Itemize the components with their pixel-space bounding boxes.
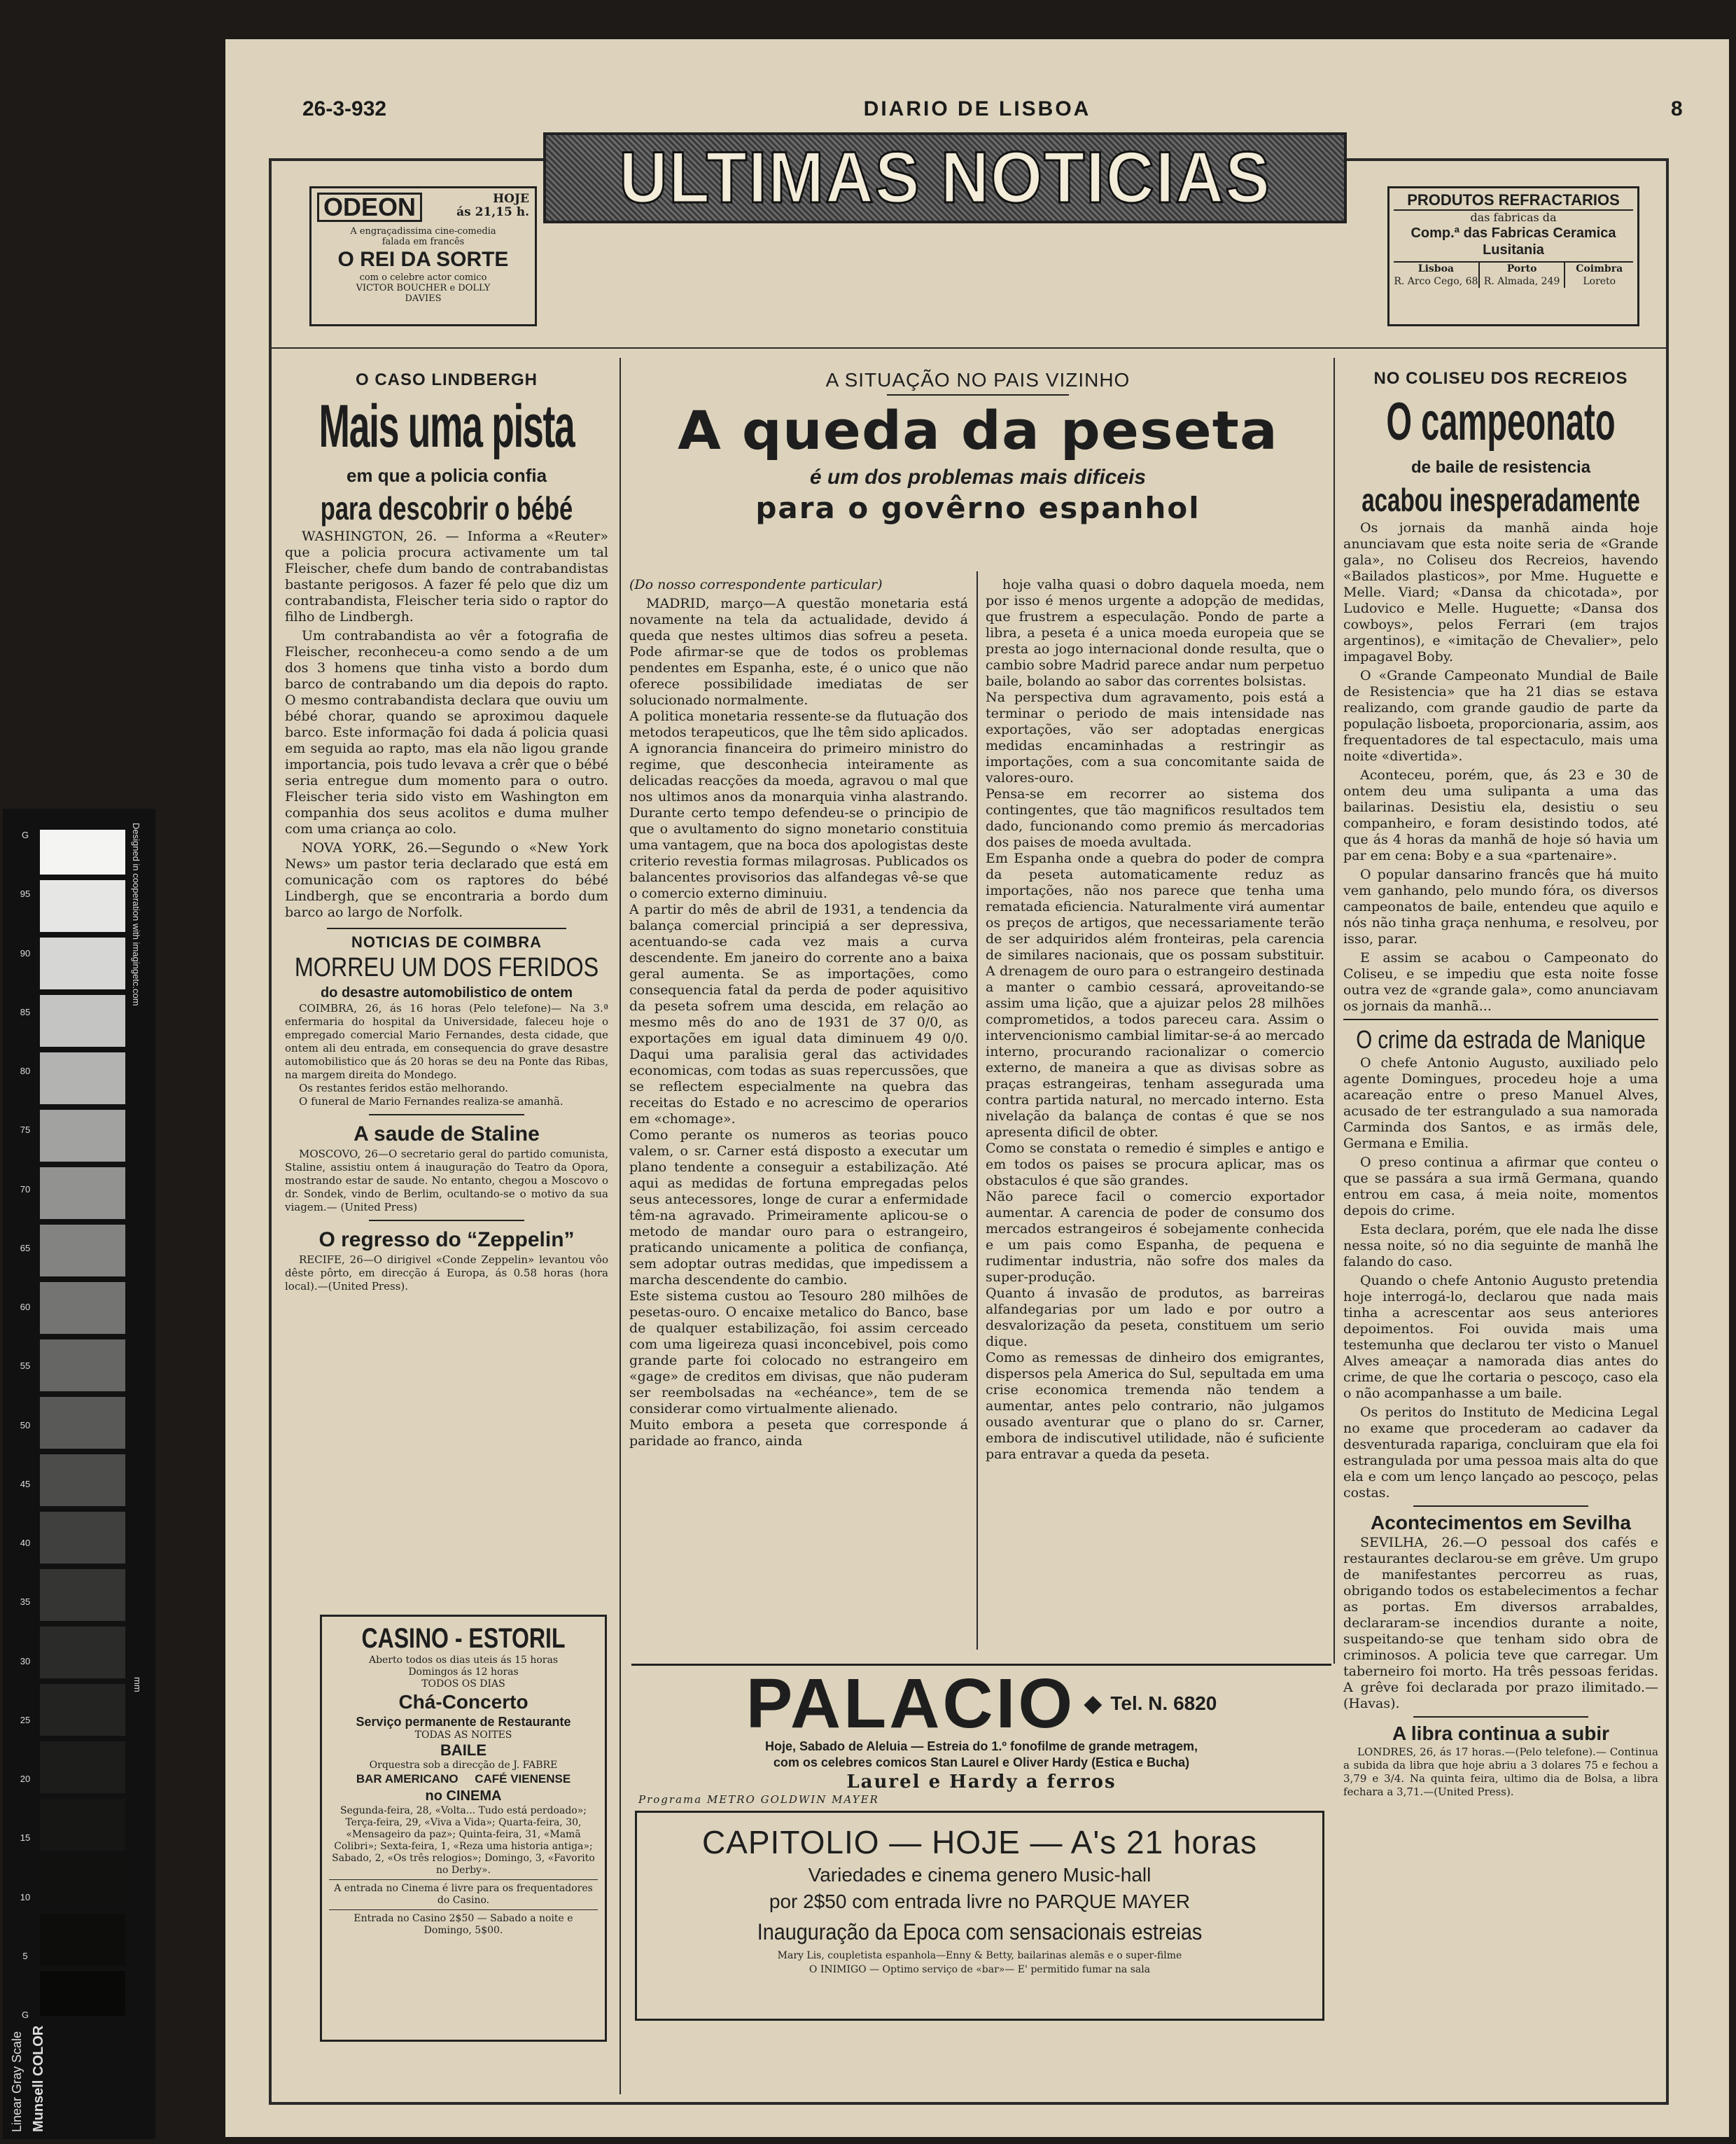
scale-tick: 25	[20, 1714, 31, 1725]
refractarios-addr1: R. Arco Cego, 68	[1394, 276, 1478, 287]
refractarios-addr3: Loreto	[1583, 276, 1616, 287]
manique-p5: Os peritos do Instituto de Medicina Legal no exame que procederam ao cadaver da desventurada rapariga, concluiram que ela foi estrangulada por uma pessoa mais alta do que ela e com um lenço lançado ao pescoço, pelas costas.	[1343, 1405, 1658, 1501]
refractarios-ad	[1387, 186, 1639, 326]
casino-l5: Serviço permanente de Restaurante	[356, 1715, 571, 1729]
lindbergh-p2: Um contrabandista ao vêr a fotografia de Fleischer, reconheceu-a como sendo a de um dos 3 homens que tinha visto a bordo dum barco de contrabando um dia depois do rapto. O mesmo contrabandista declara que ouviu um bébé chorar, quando se aproximou daquele barco. Este informação foi dada á policia quasi em seguida ao rapto, mas ela não ligou grande importancia, pois tudo levava a crêr que o bébé seria entregue dum momento para o outro. Fleischer teria sido visto em Washington em companhia dos seus acolitos e duma mulher com uma criança ao colo.	[285, 628, 608, 837]
refractarios-city3: Coimbra	[1576, 263, 1623, 274]
peseta-text-2: hoje valha quasi o dobro daquela moeda, nem por isso é menos urgente a adopção de medidas, que frustrem a especulação. Pondo de parte a libra, a peseta é a unica moeda europeia que se presta ao jogo internacional donde resulta, que o cambio sobre Madrid parece andar num perpetuo baile, bolando ao sabor das correntes bolsistas. Na perspectiva dum agravamento, pois está a terminar o periodo de mais intensidade nas exportações, vão ser adoptadas energicas medidas encaminhadas a restringir as importações, com a sua concomitante saida de valores-ouro. Pensa-se em recorrer ao sistema dos contingentes, que tão magnificos resultados tem dado, funcionando como premio ás mercadorias dos paises de moeda avultada. Em Espanha onde a quebra do poder de compra da peseta automaticamente reduz as importações, não nos parece que tenha uma rematada eficiencia. Naturalmente virá aumentar os preços de artigos, que necessariamente terão de ser adquiridos além fronteiras, pela carencia de similares nacionais, que os possam substituir. A drenagem de ouro para o estrangeiro destinada a manter o cambio cessará, aproveitando-se assim uma lição, que a ajuizar pelos 28 milhões comprometidos, a todos pareceu cara. Assim o intervencionismo cambial limitar-se-á ao mercado interno, procurando racionalizar o comercio externo, de maneira a que as divisas sobre as praças estrangeiras, tenham assegurada uma contra partida natural, no mercado interno. Esta nivelação da balança de contas é que se nos apresenta dificil de obter. Como se constata o remedio é simples e antigo e em todos os paises se procura aplicar, mas os obstaculos é que são grandes. Não parece facil o comercio exportador aumentar. A carencia de poder de consumo dos mercados estrangeiros é sobejamente conhecida e um pais como Espanha, de pequena e rudimentar industria, não sofre dos males da super-produção. Quanto á invasão de produtos, as barreiras alfandegarias por um lado e por outro a desvalorização da peseta, constituem um serio dique. Como as remessas de dinheiro dos emigrantes, dispersos pela America do Sul, sepultada em uma crise economica tremenda não tendem a aumentar, antes pelo contrario, não julgamos ousado aventurar que o plano do sr. Carner, embora de indiscutivel utilidade, não é suficiente para entravar a queda da peseta.	[986, 577, 1324, 1462]
scale-tick: 35	[20, 1596, 31, 1608]
casino-l4: Chá-Concerto	[398, 1691, 528, 1713]
gray-patch	[40, 938, 125, 989]
scale-tick: 45	[20, 1478, 31, 1489]
capitolio-l1: CAPITOLIO — HOJE — A's 21 horas	[701, 1824, 1258, 1860]
banner-title: ULTIMAS NOTICIAS	[619, 137, 1271, 218]
scale-tick: 5	[22, 1950, 28, 1961]
gray-patch	[40, 1512, 125, 1564]
masthead-name: DIARIO DE LISBOA	[863, 97, 1091, 120]
libra-headline: A libra continua a subir	[1392, 1722, 1610, 1744]
refractarios-addr2: R. Almada, 249	[1483, 276, 1560, 287]
scale-tick: 15	[20, 1832, 31, 1844]
peseta-column-2	[986, 577, 1324, 1659]
odeon-today: HOJE	[493, 192, 529, 206]
scale-tick: 70	[20, 1183, 31, 1195]
casino-l7: BAILE	[440, 1741, 486, 1759]
gray-patch	[40, 1052, 125, 1104]
staline-headline: A saude de Staline	[354, 1122, 540, 1146]
issue-date: 26-3-932	[302, 97, 387, 120]
palacio-l3: Laurel e Hardy a ferros	[846, 1771, 1116, 1793]
casino-l6: TODAS AS NOITES	[414, 1729, 512, 1741]
peseta-sub1: é um dos problemas mais dificeis	[809, 466, 1147, 489]
peseta-text-1: MADRID, março—A questão monetaria está novamente na tela da actualidade, devido á queda que nestes ultimos dias sofreu a peseta. Pode afirmar-se que de todos os problemas pendentes em Espanha, este, é o unico que não oferece possibilidade imediatas de ser solucionado normalmente. A politica monetaria ressente-se da flutuação dos metodos terapeuticos, que lhe têm sido aplicados. A ignorancia financeira do primeiro ministro do regime, que desconhecia inteiramente as delicadas reacções da moeda, agravou o mal que nos ultimos anos da monarquia vinha alastrando. Durante certo tempo defendeu-se o principio de que o avultamento do signo monetario constituia uma vantagem, que na boca dos apologistas deste criterio revestia formas milagrosas. Publicados os balancentes provisorios das alfandegas vê-se que o comercio externo diminuiu. A partir do mês de abril de 1931, a tendencia da balança comercial principiá a ser depressiva, acentuando-se cada vez mais a curva descendente. Em janeiro do corrente ano a baixa geral aumenta. Se as importações, como consequencia fatal da perda de poder aquisitivo da peseta sofrem uma descida, em relação ao mesmo mês do ano de 1931 de 37 0/0, as exportações em igual data diminuem 49 0/0. Daqui uma paralisia geral das actividades economicas, com todas as suas repercussões, que se reflectem especialmente na quebra das receitas do Estado e no acrescimo de operarios em «chomage». Como perante os numeros as teorias pouco valem, o sr. Carner está disposto a executar um plano tendente a conseguir a estabilização. Até aqui as medidas de fortuna empregadas pelos seus antecessores, longe de curar a enfermidade têm-na agravado. Primeiramente aplicou-se o metodo de mandar ouro para o estrangeiro, praticando unicamente a politica de confiança, sem adoptar outras medidas, que impedissem a marcha descendente do cambio. Este sistema custou ao Tesouro 280 milhões de pesetas-ouro. O encaixe metalico do Banco, base de qualquer estabilização, foi assim cerceado com uma ligeireza quasi inconcebivel, pois como grande parte foi colocado no estrangeiro em «gage» de creditos em divisas, que não puderam ser reembolsadas na «echéance», tem de se considerar como virtualmente alienado. Muito embora a peseta que corresponde á paridade ao franco, ainda	[629, 596, 968, 1449]
casino-l10: no CINEMA	[425, 1788, 502, 1804]
scale-tick: 40	[20, 1538, 31, 1548]
page-number: 8	[1671, 97, 1683, 120]
campeonato-p1: Os jornais da manhã ainda hoje anunciavam que esta noite seria de «Grande gala», no Coliseu dos Recreios, havendo «Bailados plasticos», por Mme. Huguette e Melle. Viard; «Dansa da chicotada», por Ludovico e Melle. Huguette; «Dansa dos cowboys», pelos Ferrari (em trajos argentinos), e «imitação de Chevalier», pelo impagavel Boby.	[1343, 520, 1658, 664]
scale-tick: 60	[20, 1302, 31, 1312]
lindbergh-p3: NOVA YORK, 26.—Segundo o «New York News» um pastor teria declarado que está em comunicação com os raptores do bébé Lindbergh, que se encontraria a bordo dum barco ao largo de Norfolk.	[285, 840, 608, 920]
gray-patch	[40, 1397, 125, 1449]
coimbra-p1: COIMBRA, 26, ás 16 horas (Pelo telefone)— Na 3.ª enfermaria do hospital da Universidade, faleceu hoje o empregado comercial Mario Fernandes, desta cidade, que ontem ali deu entrada, em consequencia do grave desastre automobilistico que ás 20 horas se deu na Ponte das Ribas, na margem direita do Mondego.	[285, 1002, 608, 1081]
gray-patch	[40, 1167, 125, 1219]
peseta-sub2: para o govêrno espanhol	[755, 491, 1200, 525]
header-rule	[272, 347, 1669, 349]
gray-patch	[40, 1225, 125, 1276]
palacio-ad	[631, 1664, 1331, 1806]
card-unit: mm	[132, 1677, 143, 1692]
casino-l2: Domingos ás 12 horas	[408, 1666, 519, 1678]
sevilha-p1: SEVILHA, 26.—O pessoal dos cafés e restaurantes declarou-se em grêve. Um grupo de manifestantes percorreu as ruas, obrigando todos os estabelecimentos a fechar as portas. Em diversos arrabaldes, declararam-se incendios durante a noite, suspeitando-se que tenham sido obra de criminosos. A policia teve que carregar. Um taberneiro foi morto. Ha três pessoas feridas. A grêve foi declarada por prazo ilimitado.—(Havas).	[1343, 1535, 1658, 1711]
scale-tick: 50	[20, 1419, 31, 1431]
odeon-time: ás 21,15 h.	[456, 205, 529, 219]
peseta-kicker: A SITUAÇÃO NO PAIS VIZINHO	[825, 369, 1130, 391]
manique-p3: Esta declara, porém, que ele nada lhe disse nessa noite, só no dia seguinte de manhã lhe falando do caso.	[1343, 1222, 1658, 1269]
manique-p1: O chefe Antonio Augusto, auxiliado pelo agente Domingues, procedeu hoje a uma acareação entre o preso Manuel Alves, acusado de ter estrangulado a sua namorada Carminda dos Santos, e as irmãs dele, Germana e Emilia.	[1343, 1055, 1658, 1151]
casino-estoril-ad	[320, 1615, 607, 2042]
gray-patch	[40, 1971, 125, 2016]
arrow-icon: ◆	[1084, 1690, 1102, 1718]
casino-l12: A entrada no Cinema é livre para os frequentadores do Casino.	[334, 1883, 593, 1906]
coimbra-sub: do desastre automobilistico de ontem	[320, 985, 573, 1001]
coimbra-p3: O funeral de Mario Fernandes realiza-se amanhã.	[299, 1095, 564, 1108]
palacio-title: PALACIO	[746, 1664, 1076, 1743]
scale-tick: G	[21, 2010, 29, 2020]
coimbra-headline: MORREU UM DOS FERIDOS	[294, 953, 599, 982]
peseta-byline: (Do nosso correspondente particular)	[629, 577, 883, 592]
coimbra-p2: Os restantes feridos estão melhorando.	[299, 1082, 508, 1094]
peseta-heading	[628, 358, 1328, 568]
gray-patch	[40, 1110, 125, 1162]
capitolio-l4: Inauguração da Epoca com sensacionais estreias	[757, 1919, 1203, 1944]
gray-patch	[40, 1684, 125, 1736]
palacio-l4: Programa METRO GOLDWIN MAYER	[638, 1793, 879, 1806]
odeon-name: ODEON	[317, 193, 422, 222]
staline-p1: MOSCOVO, 26—O secretario geral do partido comunista, Staline, assistiu ontem á inauguração do Teatro da Opora, mostrando estar de saude. No entanto, chegou a Moscovo o dr. Sondek, vindo de Berlim, ocultando-se o motivo da sua viagem.— (United Press)	[285, 1148, 608, 1213]
column-rule	[1334, 358, 1335, 1664]
scale-tick: 20	[20, 1774, 31, 1784]
scale-tick: 55	[20, 1360, 31, 1372]
peseta-column-1	[629, 577, 968, 1659]
campeonato-p4: O popular dansarino francês que há muito vem ganhando, pelo mundo fóra, os diversos campeonatos de baile, entendeu que aquilo e nós não tinha graça nenhuma, e resolveu, por isso, parar.	[1343, 867, 1658, 947]
capitolio-l6: O INIMIGO — Optimo serviço de «bar»— E' permitido fumar na sala	[808, 1964, 1151, 1975]
campeonato-p3: Aconteceu, porém, que, ás 23 e 30 de ontem deu uma sulipanta a uma das bailarinas. Desistiu ela, desistiu o seu companheiro, e foram desistindo todos, até que ás 4 horas da manhã de hoje só havia um par em cena: Boby e a sua «partenaire».	[1343, 767, 1658, 863]
refractarios-city2: Porto	[1506, 263, 1537, 274]
scale-tick: 95	[20, 889, 31, 900]
scale-tick: 90	[20, 947, 31, 959]
gray-patch	[40, 1339, 125, 1391]
lindbergh-kicker: O CASO LINDBERGH	[355, 370, 538, 389]
gray-patch	[40, 1282, 125, 1334]
gray-patch	[40, 1569, 125, 1621]
palacio-l1: Hoje, Sabado de Aleluia — Estreia do 1.º fonofilme de grande metragem,	[764, 1739, 1198, 1753]
odeon-ad	[309, 186, 537, 326]
manique-p4: Quando o chefe Antonio Augusto pretendia hoje interrogá-lo, declarou que nada mais tinha a acrescentar aos seus anteriores depoimentos. Foi ouvida mais uma testemunha que declarou ter visto o Manuel Alves ameaçar a namorada dias antes do crime, de que lhe cortaria o pescoço, caso ela o não acompanhasse a um baile.	[1343, 1273, 1658, 1401]
gray-patch	[40, 1741, 125, 1793]
refractarios-title: PRODUTOS REFRACTARIOS	[1394, 191, 1633, 211]
gray-patch	[40, 880, 125, 932]
odeon-line2: falada em francês	[382, 237, 465, 247]
casino-l11: Segunda-feira, 28, «Volta... Tudo está perdoado»; Terça-feira, 29, «Viva a Vida»; Quarta-feira, 30, «Mensageiro da paz»; Quinta-feira, 31, «Mamã Colibri»; Sexta-feira, 1, «Reza uma historia antiga»; Sabado, 2, «Os três relogios»; Domingo, 3, «Favorito no Derby».	[332, 1805, 595, 1876]
gray-patch	[40, 1454, 125, 1506]
casino-l1: Aberto todos os dias uteis ás 15 horas	[368, 1655, 559, 1666]
lindbergh-headline: Mais uma pista	[318, 393, 575, 460]
column-left	[285, 358, 608, 1594]
column-right	[1343, 358, 1658, 2091]
scale-tick: 65	[20, 1242, 31, 1253]
campeonato-p5: E assim se acabou o Campeonato do Coliseu, e se impediu que esta noite fosse outra vez de «grande gala», como anunciavam os jornais da manhã...	[1343, 950, 1658, 1014]
campeonato-kicker: NO COLISEU DOS RECREIOS	[1373, 369, 1628, 388]
gray-patch	[40, 995, 125, 1047]
card-note: Designed in cooperation with imagingetc.com	[131, 823, 141, 1006]
campeonato-headline: O campeonato	[1386, 392, 1616, 452]
scale-tick: 30	[20, 1655, 31, 1666]
lindbergh-sub2: para descobrir o bébé	[320, 490, 573, 527]
gray-patch	[40, 1914, 125, 1965]
card-scale-name: Linear Gray Scale	[10, 2031, 24, 2132]
libra-p1: LONDRES, 26, ás 17 horas.—(Pelo telefone).— Continua a subida da libra que hoje abriu a 3 dolares 75 e fechou a 3,79 e 3/4. Na quinta feira, ultimo dia de Bolsa, a libra fechara a 3,71.—(United Press).	[1343, 1746, 1658, 1798]
odeon-line1: A engraçadissima cine-comedia	[350, 226, 496, 237]
casino-l13: Entrada no Casino 2$50 — Sabado a noite e Domingo, 5$00.	[354, 1913, 573, 1936]
newspaper-page	[225, 39, 1729, 2137]
campeonato-p2: O «Grande Campeonato Mundial de Baile de Resistencia» que ha 21 dias se estava realizando, com grande gaudio de parte da população lisboeta, proporcionaria, assim, aos frequentadores de tal espectaculo, mais uma noite «divertida».	[1343, 668, 1658, 764]
coimbra-kicker: NOTICIAS DE COIMBRA	[351, 933, 542, 951]
capitolio-l5: Mary Lis, coupletista espanhola—Enny & Betty, bailarinas alemãs e o super-filme	[777, 1950, 1182, 1961]
campeonato-sub2: acabou inesperadamente	[1362, 482, 1640, 518]
section-banner	[543, 132, 1347, 223]
sevilha-headline: Acontecimentos em Sevilha	[1371, 1512, 1631, 1533]
odeon-line3: com o celebre actor comico	[359, 272, 487, 283]
scale-tick: 10	[20, 1891, 31, 1902]
lindbergh-sub1: em que a policia confia	[346, 465, 547, 486]
capitolio-ad	[635, 1811, 1324, 2021]
gray-patch	[40, 1799, 125, 1851]
scale-tick: 85	[20, 1006, 31, 1017]
scale-tick: 80	[20, 1066, 31, 1076]
refractarios-line1: das fabricas da	[1470, 211, 1557, 224]
palacio-tel: Tel. N. 6820	[1110, 1692, 1217, 1714]
gray-patch	[40, 1627, 125, 1678]
odeon-film: O REI DA SORTE	[337, 248, 509, 271]
capitolio-l3: por 2$50 com entrada livre no PARQUE MAYER	[769, 1891, 1191, 1912]
casino-l8: Orquestra sob a direcção de J. FABRE	[369, 1760, 558, 1771]
odeon-line4: VICTOR BOUCHER e DOLLY	[356, 283, 491, 293]
scale-tick: G	[21, 830, 29, 840]
column-rule	[976, 571, 978, 1650]
lindbergh-p1: WASHINGTON, 26. — Informa a «Reuter» que a policia procura activamente um tal Fleischer, chefe dum bando de contrabandistas bastante perigosos. A fazer fé pelo que diz um contrabandista, Fleischer teria sido o raptor do filho de Lindbergh.	[285, 529, 608, 625]
refractarios-line3: Lusitania	[1483, 242, 1544, 258]
odeon-line5: DAVIES	[405, 293, 442, 304]
scale-tick: 75	[20, 1125, 31, 1136]
casino-l9: BAR AMERICANO CAFÉ VIENENSE	[356, 1772, 571, 1785]
card-brand: Munsell COLOR	[31, 2025, 46, 2132]
manique-p2: O preso continua a afirmar que conteu o que se passára a sua irmã Germana, quando entrou em casa, á meia noite, momentos depois do crime.	[1343, 1155, 1658, 1218]
casino-l3: TODOS OS DIAS	[421, 1678, 505, 1690]
scale-ticks	[18, 830, 32, 2020]
gray-patch	[40, 1856, 125, 1908]
gray-patch	[40, 830, 125, 875]
casino-title: CASINO - ESTORIL	[361, 1623, 566, 1654]
color-calibration-card	[3, 809, 155, 2139]
refractarios-city1: Lisboa	[1418, 263, 1454, 274]
palacio-l2: com os celebres comicos Stan Laurel e Oliver Hardy (Estica e Bucha)	[773, 1755, 1190, 1769]
capitolio-l2: Variedades e cinema genero Music-hall	[808, 1864, 1152, 1886]
manique-headline: O crime da estrada de Manique	[1356, 1025, 1646, 1054]
peseta-headline: A queda da peseta	[678, 399, 1278, 461]
zeppelin-p1: RECIFE, 26—O dirigivel «Conde Zeppelin» levantou vôo dêste pôrto, em direcção á Europa, ás 0.58 horas (hora local).—(United Press).	[285, 1253, 608, 1293]
zeppelin-headline: O regresso do “Zeppelin”	[318, 1228, 575, 1251]
column-rule	[620, 358, 621, 2094]
refractarios-line2: Comp.ª das Fabricas Ceramica	[1410, 225, 1616, 241]
campeonato-sub1: de baile de resistencia	[1410, 458, 1591, 477]
